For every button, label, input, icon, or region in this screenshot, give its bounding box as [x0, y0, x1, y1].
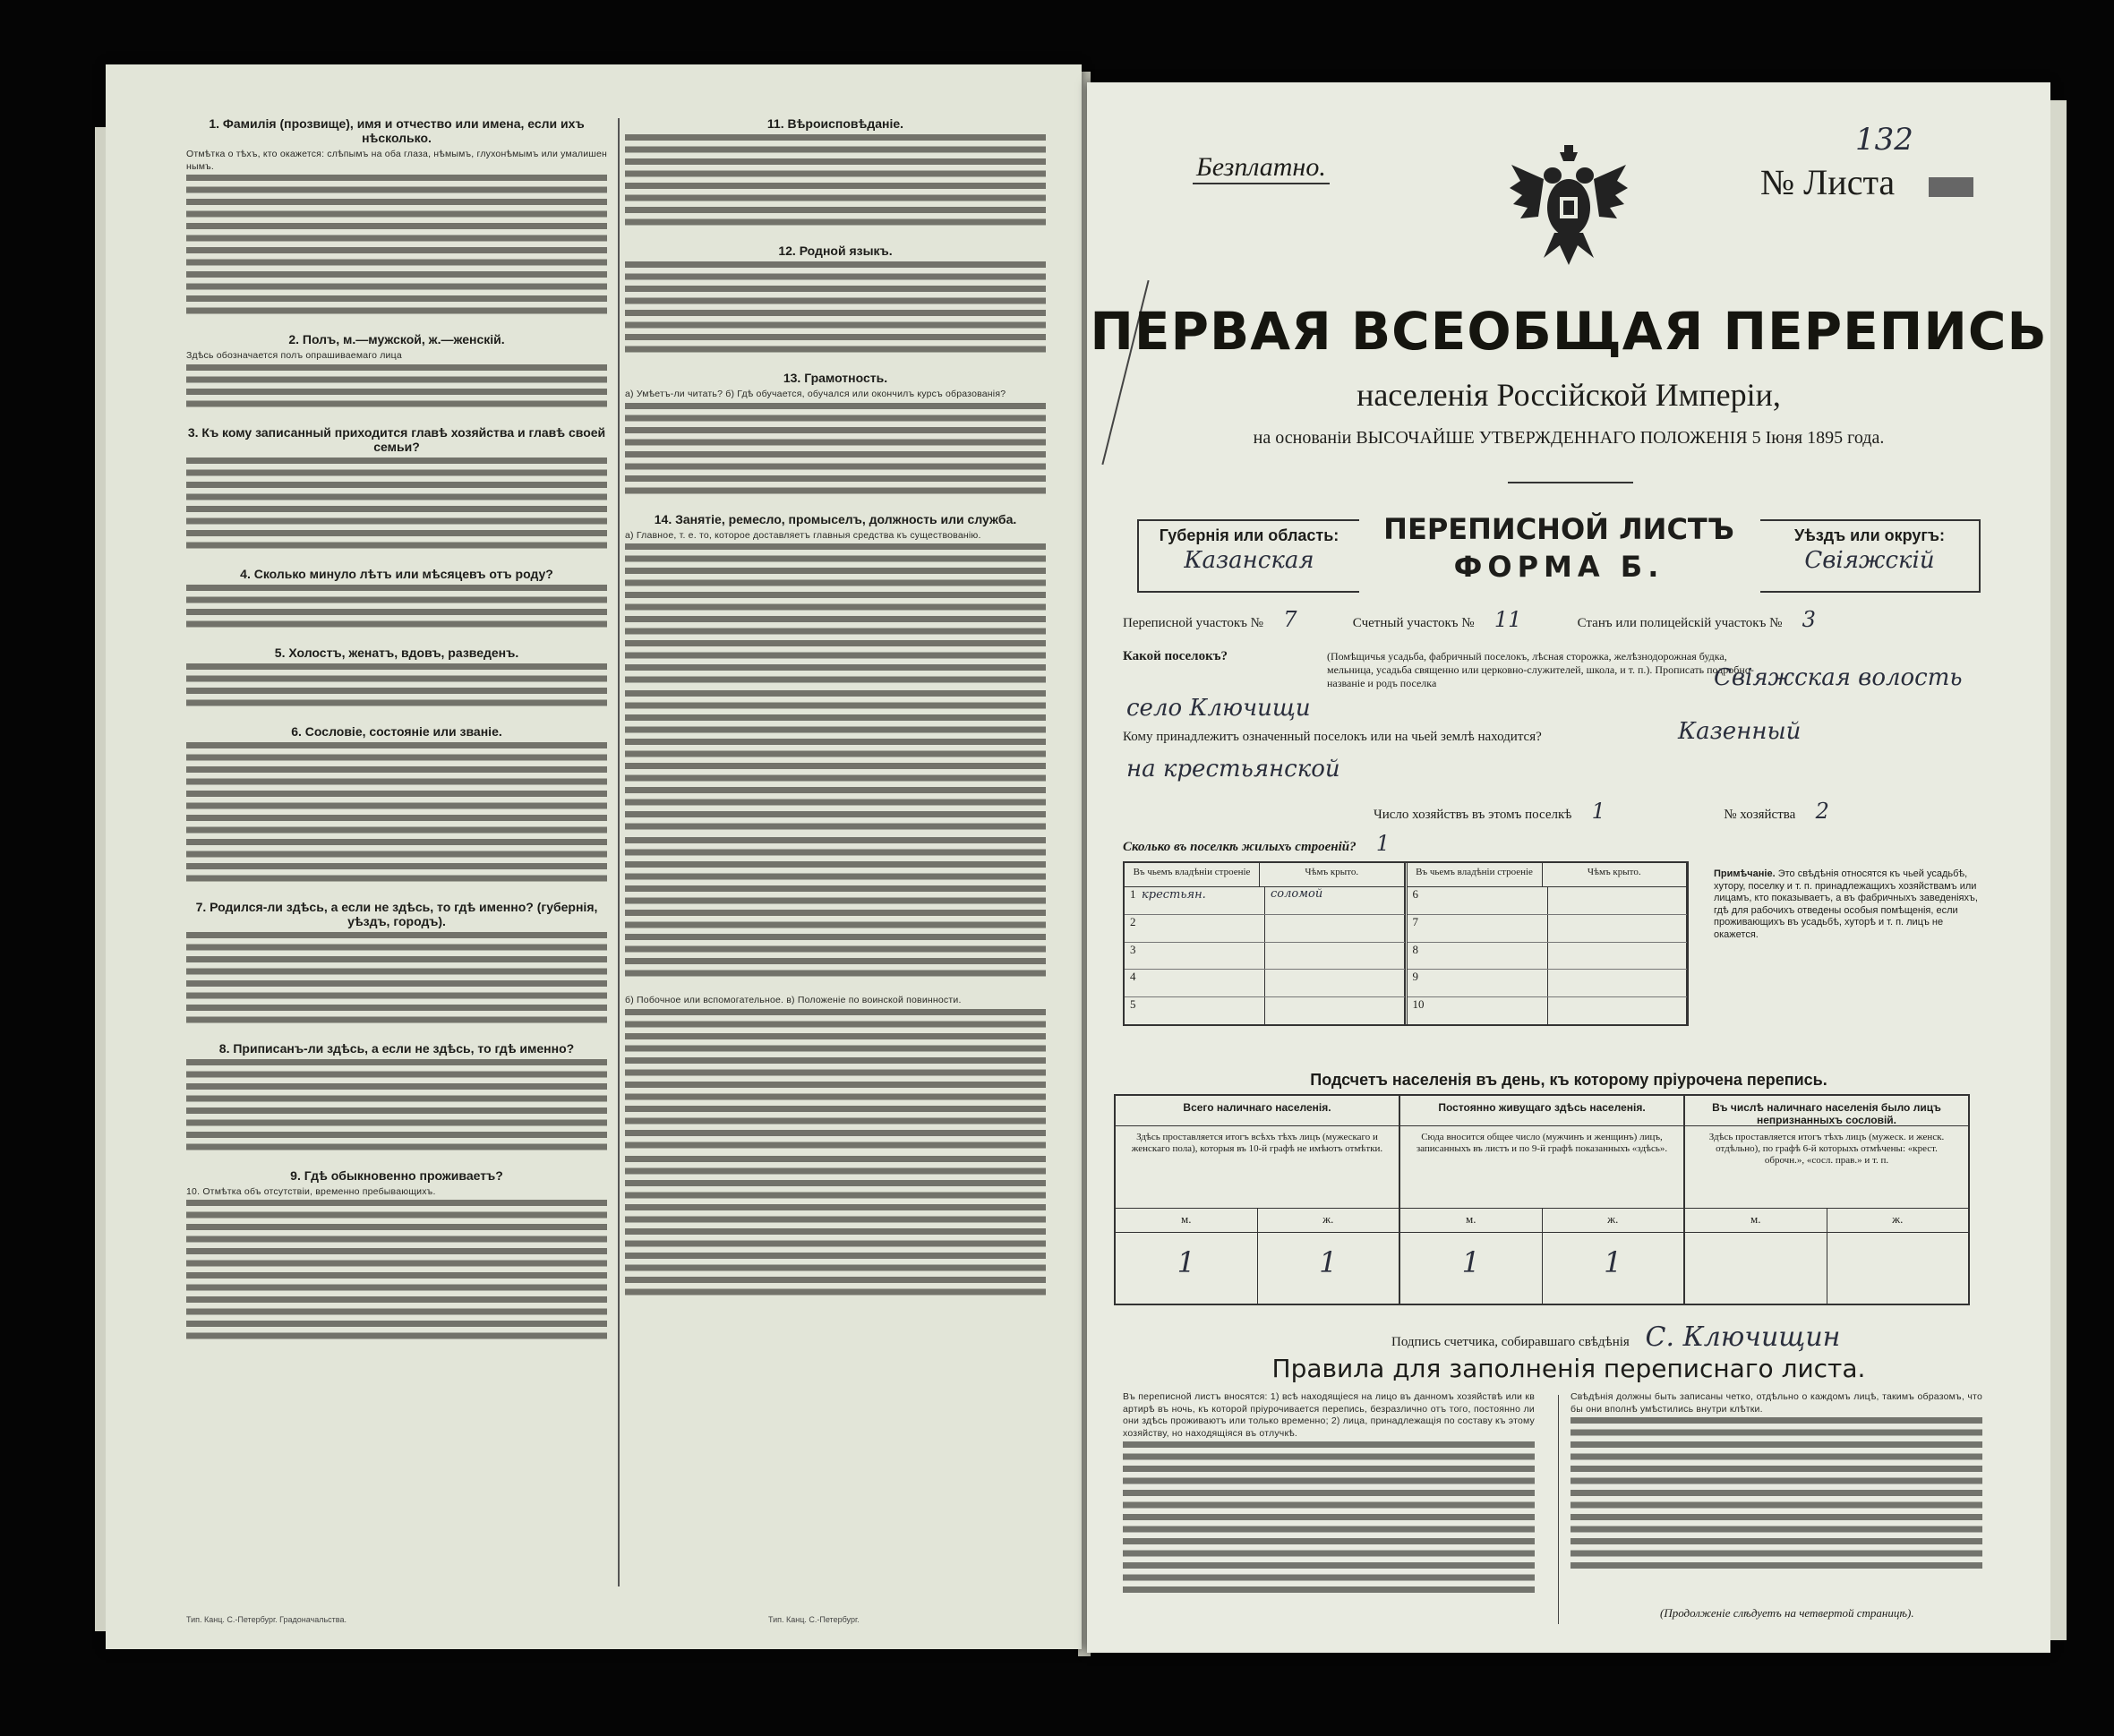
section-heading: 6. Сословіе, состояніе или званіе.: [291, 723, 502, 739]
instruction-section: [186, 1041, 607, 1156]
instruction-section: [186, 724, 607, 887]
count-group: [1685, 1096, 1968, 1304]
section-text: а) Главное, т. е. то, которое доставляетъ главныя средства къ существованію.: [625, 529, 981, 541]
section-body-lines: [625, 261, 1046, 358]
signature-value: С. Ключищин: [1645, 1321, 1841, 1353]
female-count: 1: [1319, 1245, 1338, 1279]
instructions-column-1: [186, 116, 607, 1357]
settlement-value: село Ключищи: [1126, 695, 1311, 722]
count-group-heading: Въ числѣ наличнаго населенія было лицъ непризнанныхъ сословій.: [1685, 1096, 1968, 1126]
female-count: [1827, 1233, 1969, 1304]
section-heading: 4. Сколько минуло лѣтъ или мѣсяцевъ отъ роду?: [240, 566, 553, 581]
buildings-label: Сколько въ поселкѣ жилыхъ строеній?: [1123, 840, 1357, 854]
instruction-section: [625, 995, 1046, 1301]
section-text: Здѣсь обозначается полъ опрашиваемаго лица: [186, 350, 402, 361]
table-row: [1125, 997, 1405, 1024]
section-body-lines: [186, 742, 607, 887]
male-header: м.: [1685, 1209, 1827, 1232]
table-row: [1408, 997, 1688, 1024]
instructions-column-2: [625, 116, 1046, 1313]
section-heading: 5. Холостъ, женатъ, вдовъ, разведенъ.: [274, 645, 519, 660]
section-body-lines: [625, 403, 1046, 500]
uezd-value: Свіяжскій: [1804, 547, 1935, 574]
column-divider: [618, 118, 620, 1586]
count-group-heading: Всего наличнаго населенія.: [1116, 1096, 1399, 1126]
instruction-section: [186, 900, 607, 1029]
section-body-lines: [186, 585, 607, 633]
divider: [1508, 482, 1633, 483]
form-title-line-1: ПЕРЕПИСНОЙ ЛИСТЪ: [1383, 512, 1734, 546]
buildings-value: 1: [1375, 831, 1391, 856]
table-cell: соломой: [1265, 887, 1405, 914]
table-cell: 8: [1408, 943, 1548, 970]
section-text: 10. Отмѣтка объ отсутствіи, временно пребывающихъ.: [186, 1185, 436, 1197]
section-body-lines: [186, 932, 607, 1029]
sheet-number-box: [1929, 177, 1973, 197]
households-label: Число хозяйствъ въ этомъ поселкѣ: [1374, 808, 1572, 822]
signature-label: Подпись счетчика, собиравшаго свѣдѣнія: [1391, 1335, 1630, 1349]
census-basis: на основаніи ВЫСОЧАЙШЕ УТВЕРЖДЕННАГО ПОЛОЖЕНІЯ 5 Іюня 1895 года.: [1253, 428, 1885, 448]
table-header: [1408, 863, 1688, 887]
section-heading: 8. Приписанъ-ли здѣсь, а если не здѣсь, то гдѣ именно?: [218, 1040, 575, 1056]
instruction-section: [186, 116, 607, 320]
sheet-number-label: № Листа: [1760, 162, 1896, 202]
section-heading: 11. Вѣроисповѣданіе.: [766, 116, 904, 131]
instruction-section: [625, 371, 1046, 500]
section-heading: 13. Грамотность.: [783, 371, 888, 385]
table-row: [1408, 915, 1688, 943]
instruction-section: [186, 567, 607, 633]
settlement-row: [1123, 646, 1228, 664]
census-form-page: [1087, 82, 2050, 1653]
district-row: [1123, 607, 1832, 632]
section-text: а) Умѣетъ-ли читать? б) Гдѣ обучается, обучался или окончилъ курсъ образованія?: [625, 389, 1006, 399]
section-heading: 12. Родной языкъ.: [778, 244, 893, 258]
table-row: [1408, 943, 1688, 971]
section-body-lines: [186, 1200, 607, 1345]
section-body-lines: [625, 134, 1046, 231]
count-group-text: Сюда вносится общее число (мужчинъ и женщинъ) лицъ, записанныхъ въ листъ и по 9-й графѣ показанныхъ «здѣсь».: [1400, 1126, 1683, 1209]
male-header: м.: [1400, 1209, 1543, 1232]
column-divider: [1558, 1395, 1559, 1624]
section-heading: 1. Фамилія (прозвище), имя и отчество или имена, если ихъ нѣсколько.: [209, 116, 585, 145]
table-row: [1408, 970, 1688, 997]
census-title: ПЕРВАЯ ВСЕОБЩАЯ ПЕРЕПИСЬ: [1090, 301, 2048, 362]
instructions-page: [106, 64, 1082, 1649]
buildings-table-left: [1125, 863, 1408, 1024]
guberniya-value: Казанская: [1184, 547, 1314, 574]
section-body-lines: [186, 175, 607, 320]
instruction-section: [186, 1168, 607, 1346]
guberniya-field: [1137, 519, 1359, 593]
district-value: 7: [1283, 607, 1297, 632]
owner-row: [1123, 727, 1542, 745]
census-subtitle: населенія Россійской Имперіи,: [1357, 377, 1781, 413]
stan-label: Станъ или полицейскій участокъ №: [1577, 616, 1783, 630]
table-header: [1125, 863, 1405, 887]
count-group: [1116, 1096, 1400, 1304]
count-group-text: Здѣсь проставляется итогъ всѣхъ тѣхъ лицъ (мужескаго и женскаго пола), которыя въ 10-й графѣ не имѣютъ отмѣтки.: [1116, 1126, 1399, 1209]
section-body-lines: [186, 663, 607, 712]
male-header: м.: [1116, 1209, 1258, 1232]
section-body-lines: [625, 837, 1046, 982]
section-heading: 9. Гдѣ обыкновенно проживаетъ?: [290, 1167, 503, 1183]
table-cell: 2: [1125, 915, 1265, 942]
table-cell: 10: [1408, 997, 1548, 1024]
table-row: 1 крестьян. соломой: [1125, 887, 1405, 915]
rules-column-2: [1571, 1391, 1982, 1574]
table-row: [1125, 915, 1405, 943]
section-heading: 3. Къ кому записанный приходится главѣ хозяйства и главѣ своей семьи?: [187, 424, 606, 454]
uezd-label: Уѣздъ или округъ:: [1793, 526, 1946, 544]
households-value: 1: [1591, 799, 1605, 824]
owner-label: Кому принадлежитъ означенный поселокъ или на чьей землѣ находится?: [1123, 730, 1542, 744]
stan-value: 3: [1802, 607, 1816, 632]
counting-label: Счетный участокъ №: [1352, 616, 1475, 630]
population-count-table: [1114, 1094, 1970, 1305]
rules-body-lines: [1571, 1417, 1982, 1574]
guberniya-label: Губернія или область:: [1159, 526, 1339, 544]
section-heading: 14. Занятіе, ремесло, промыселъ, должность или служба.: [654, 511, 1017, 526]
rules-text: Въ переписной листъ вносятся: 1) всѣ находящіеся на лицо въ данномъ хозяйствѣ или квартирѣ въ ночь, къ которой пріурочивается перепись, безразлично отъ того, постоянно ли они здѣсь проживаютъ или только временно; 2) лица, принадлежащія по составу къ этому хозяйству, но находящіяся въ отлучкѣ.: [1123, 1391, 1535, 1439]
settlement-label: Какой поселокъ?: [1123, 649, 1228, 663]
remark-title: Примѣчаніе.: [1714, 868, 1776, 879]
household-number-label: № хозяйства: [1724, 808, 1796, 822]
section-heading: 2. Полъ, м.—мужской, ж.—женскій.: [288, 332, 505, 346]
settlement-value: Свіяжская волость: [1714, 664, 1963, 691]
remark-text: Это свѣдѣнія относятся къ чьей усадьбѣ, хутору, поселку и т. п. принадлежащихъ хозяйствамъ или лицамъ, кто показываетъ, а въ фабричныхъ заведеніяхъ, гдѣ для рабочихъ отведены особыя помѣщенія, если проживающихъ въ усадьбѣ, хуторѣ и т. п. лицъ не окажется.: [1714, 868, 1978, 940]
rules-body-lines: [1123, 1441, 1535, 1598]
male-count: 1: [1116, 1233, 1258, 1304]
uezd-field: [1760, 519, 1981, 593]
column-header: Въ чьемъ владѣніи строеніе: [1408, 863, 1543, 886]
buildings-table: [1123, 861, 1689, 1026]
remark-note: [1714, 868, 1982, 941]
table-cell: 5: [1125, 997, 1265, 1024]
count-group-heading: Постоянно живущаго здѣсь населенія.: [1400, 1096, 1683, 1126]
instruction-section: [186, 425, 607, 554]
free-label: Безплатно.: [1193, 152, 1330, 184]
instruction-section: [186, 646, 607, 712]
population-count-title: Подсчетъ населенія въ день, къ которому пріурочена перепись.: [1310, 1071, 1827, 1089]
table-cell: 7: [1408, 915, 1548, 942]
table-row: [1408, 887, 1688, 915]
female-count: 1: [1604, 1245, 1622, 1279]
table-cell: 3: [1125, 943, 1265, 970]
rules-continuation-note: (Продолженіе слѣдуетъ на четвертой страницѣ).: [1660, 1606, 1914, 1620]
buildings-row: [1123, 831, 1406, 856]
table-cell: 9: [1408, 970, 1548, 996]
male-count: 1: [1400, 1233, 1543, 1304]
female-header: ж.: [1322, 1212, 1334, 1226]
form-title: [1357, 510, 1760, 586]
section-body-lines: [186, 1059, 607, 1156]
section-body-lines: [186, 364, 607, 413]
count-group-text: Здѣсь проставляется итогъ тѣхъ лицъ (мужеск. и женск. отдѣльно), по графѣ 6-й которыхъ отмѣчены: «крест. оброчн.», «сосл. прав.» и т. п.: [1685, 1126, 1968, 1209]
male-count: [1685, 1233, 1827, 1304]
table-cell: 6: [1408, 887, 1548, 914]
section-body-lines: [625, 1156, 1046, 1301]
double-headed-eagle-icon: [1508, 145, 1630, 270]
instruction-section: [625, 116, 1046, 231]
instruction-section: [625, 244, 1046, 358]
form-title-line-2: ФОРМА Б.: [1453, 550, 1665, 584]
count-group: [1400, 1096, 1685, 1304]
rules-title: Правила для заполненія переписнаго листа.: [1271, 1354, 1866, 1383]
printer-imprint: Тип. Канц. С.-Петербург. Градоначальства.: [186, 1615, 347, 1624]
section-heading: 7. Родился-ли здѣсь, а если не здѣсь, то гдѣ именно? (губернія, уѣздъ, городъ).: [195, 899, 598, 928]
section-text: б) Побочное или вспомогательное. в) Положеніе по воинской повинности.: [625, 995, 962, 1005]
sheet-number-handwritten: 132: [1855, 122, 1913, 158]
section-text: Отмѣтка о тѣхъ, кто окажется: слѣпымъ на оба глаза, нѣмымъ, глухонѣмымъ или умалишеннымъ.: [186, 149, 607, 172]
signature-row: [1391, 1321, 1840, 1353]
section-body-lines: [186, 458, 607, 554]
rules-text: Свѣдѣнія должны быть записаны четко, отдѣльно о каждомъ лицѣ, такимъ образомъ, чтобы они вполнѣ умѣстились внутри клѣтки.: [1571, 1391, 1982, 1415]
female-header: ж.: [1892, 1212, 1904, 1226]
printer-imprint: Тип. Канц. С.-Петербург.: [768, 1615, 860, 1624]
settlement-hint: (Помѣщичья усадьба, фабричный поселокъ, лѣсная сторожка, желѣзнодорожная будка, мельница, усадьба священно или церковно-служителей, школа, и т. п.). Прописать подробно-названіе и родъ поселка: [1327, 650, 1754, 689]
column-header: Чѣмъ крыто.: [1543, 863, 1688, 886]
buildings-table-right: [1408, 863, 1688, 1024]
owner-value: на крестьянской: [1126, 756, 1340, 782]
table-row: [1125, 943, 1405, 971]
instruction-section: [625, 512, 1046, 983]
table-cell: 4: [1125, 970, 1265, 996]
district-label: Переписной участокъ №: [1123, 616, 1263, 630]
section-body-lines: [625, 1009, 1046, 1154]
rules-column-1: [1123, 1391, 1535, 1598]
table-cell: крестьян.: [1142, 888, 1206, 902]
female-header: ж.: [1607, 1212, 1619, 1226]
owner-value: Казенный: [1678, 718, 1802, 745]
households-row: [1374, 799, 1845, 824]
table-row: [1125, 970, 1405, 997]
household-number-value: 2: [1815, 799, 1829, 824]
section-body-lines: [625, 690, 1046, 835]
section-body-lines: [625, 543, 1046, 688]
column-header: Въ чьемъ владѣніи строеніе: [1125, 863, 1260, 886]
column-header: Чѣмъ крыто.: [1260, 863, 1405, 886]
counting-value: 11: [1493, 607, 1522, 632]
instruction-section: [186, 332, 607, 413]
